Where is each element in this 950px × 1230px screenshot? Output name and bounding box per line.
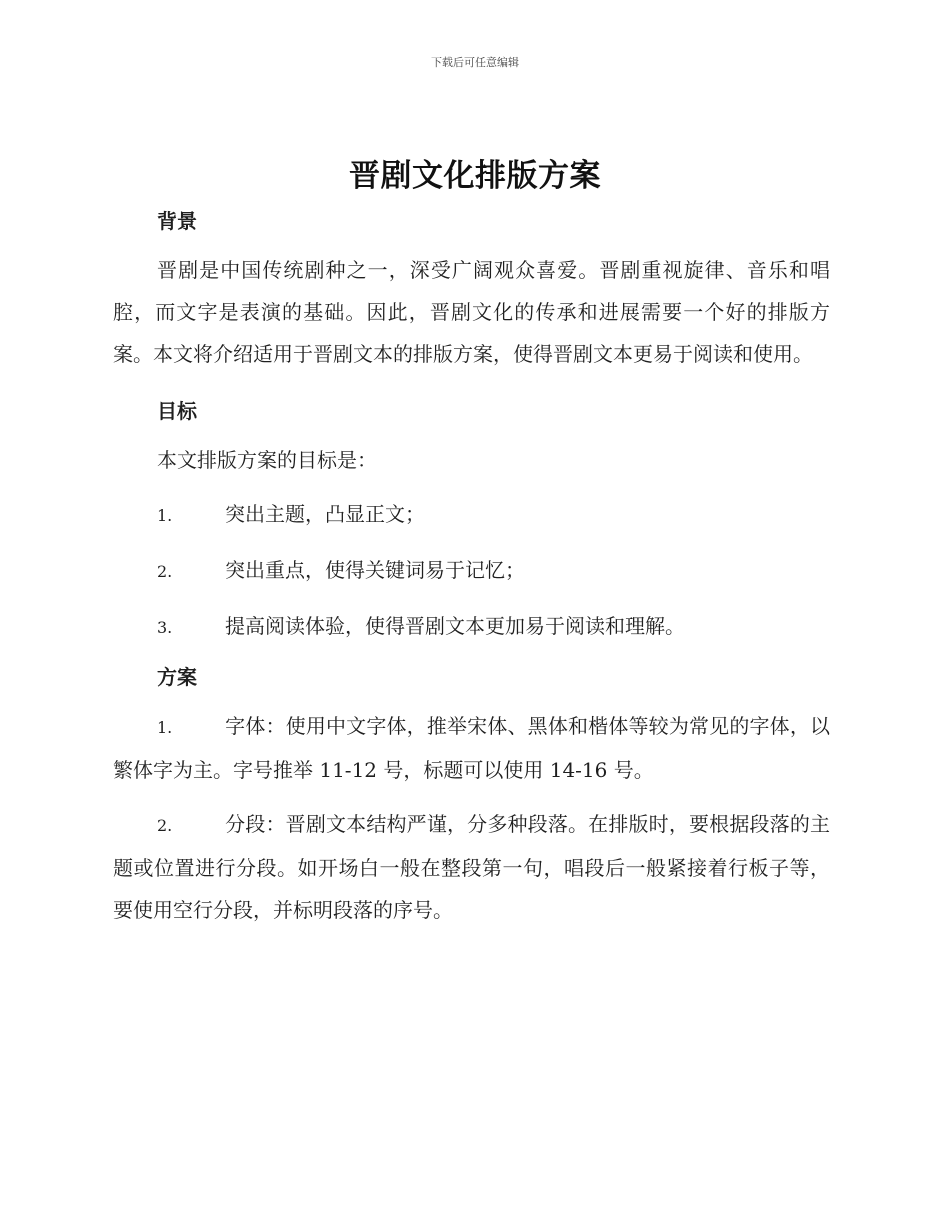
list-number: 3. [157, 618, 173, 637]
goals-intro: 本文排版方案的目标是： [157, 448, 377, 472]
document-title: 晋剧文化排版方案 [349, 158, 601, 194]
background-paragraph: 晋剧是中国传统剧种之一，深受广阔观众喜爱。晋剧重视旋律、音乐和唱腔，而文字是表演的基础。因此，晋剧文化的传承和进展需要一个好的排版方案。本文将介绍适用于晋剧文本的排版方案，使得晋剧文本更易于阅读和使用。 [113, 258, 830, 366]
document-body [113, 205, 830, 931]
list-item-text: 突出主题，凸显正文； [225, 502, 425, 526]
list-number: 1. [157, 506, 173, 525]
list-number: 2. [157, 562, 173, 581]
plan-item-paragraphing [113, 803, 830, 931]
plan-item-font [113, 705, 830, 791]
list-number: 1. [157, 718, 173, 737]
goal-item [113, 493, 830, 537]
list-item-text: 提高阅读体验，使得晋剧文本更加易于阅读和理解。 [225, 614, 685, 638]
page-header: 下载后可任意编辑 [431, 56, 519, 69]
list-item-text: 分段：晋剧文本结构严谨，分多种段落。在排版时，要根据段落的主题或位置进行分段。如开场白一般在整段第一句，唱段后一般紧接着行板子等，要使用空行分段，并标明段落的序号。 [113, 812, 830, 922]
goal-item [113, 605, 830, 649]
goal-item [113, 549, 830, 593]
section-heading-plan: 方案 [157, 665, 197, 689]
section-heading-goals: 目标 [157, 399, 197, 423]
list-item-text: 突出重点，使得关键词易于记忆； [225, 558, 525, 582]
list-item-text: 字体：使用中文字体，推举宋体、黑体和楷体等较为常见的字体，以繁体字为主。字号推举 11-12 号，标题可以使用 14-16 号。 [113, 714, 830, 782]
list-number: 2. [157, 816, 173, 835]
section-heading-background: 背景 [157, 209, 197, 233]
